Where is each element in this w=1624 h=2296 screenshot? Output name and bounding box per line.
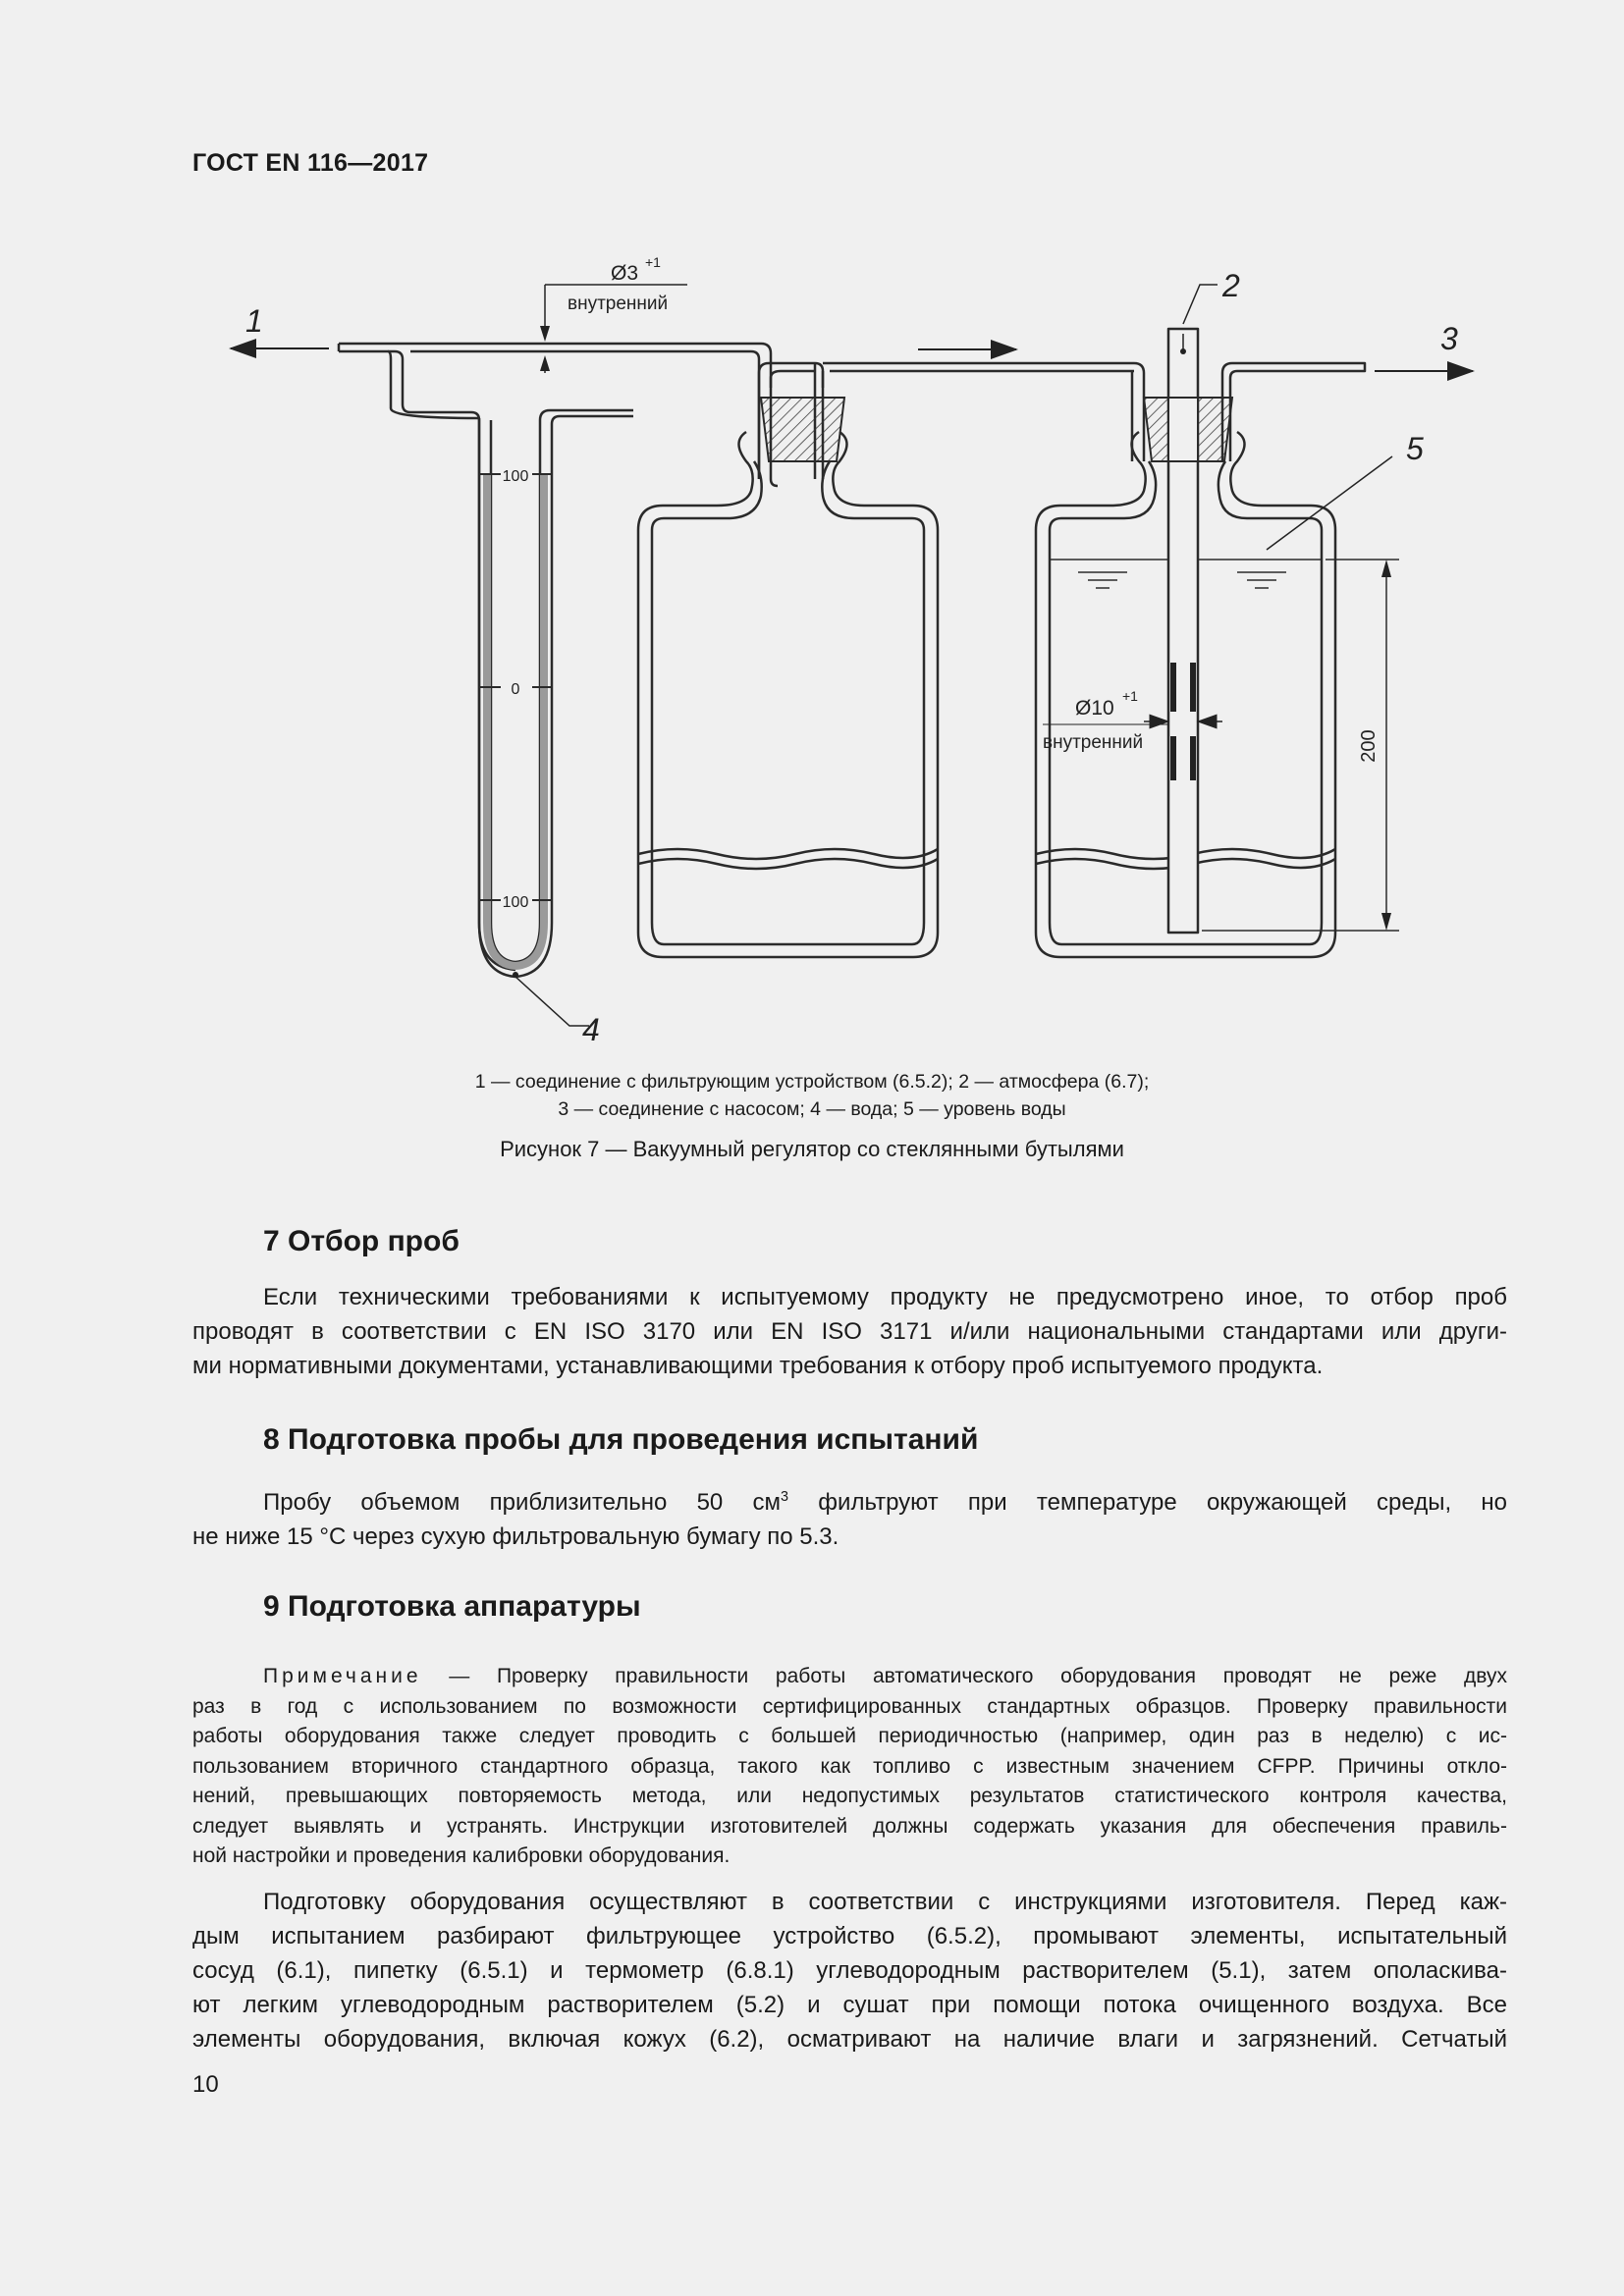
dimension-200: 200 — [1358, 729, 1380, 763]
figure-legend-line-2: 3 — соединение с насосом; 4 — вода; 5 — уровень воды — [558, 1098, 1066, 1120]
dim-top-tolerance: +1 — [645, 254, 661, 270]
text-line: ют легким углеводородным растворителем (5.2) и сушат при помощи потока очищенного воздуха. Все — [192, 1992, 1507, 2018]
callout-5: 5 — [1406, 431, 1424, 466]
note-line: пользованием вторичного стандартного образца, такого как топливо с известным значением CFPP. Причины откло- — [192, 1754, 1507, 1778]
dim-mid-diameter: Ø10 — [1075, 697, 1114, 720]
section-9-text — [192, 1885, 1507, 2056]
text-line: не ниже 15 °С через сухую фильтровальную бумагу по 5.3. — [192, 1523, 839, 1550]
callout-1: 1 — [245, 303, 263, 339]
section-8-text — [192, 1480, 1507, 1554]
note-line: ной настройки и проведения калибровки оборудования. — [192, 1844, 731, 1867]
page-number: 10 — [192, 2071, 219, 2098]
text-fragment: фильтруют при температуре окружающей среды, но — [788, 1489, 1507, 1516]
text-line: проводят в соответствии с EN ISO 3170 или EN ISO 3171 и/или национальными стандартами или други- — [192, 1318, 1507, 1345]
callout-4: 4 — [582, 1012, 600, 1047]
section-9-heading: 9 Подготовка аппаратуры — [263, 1590, 641, 1623]
note-word: Примечание — [263, 1665, 422, 1687]
scale-label-bottom: 100 — [502, 894, 529, 911]
text-line: Если техническими требованиями к испытуемому продукту не предусмотрено иное, то отбор проб — [263, 1284, 1507, 1310]
vacuum-regulator-figure — [0, 0, 1624, 1060]
text-line: Подготовку оборудования осуществляют в соответствии с инструкциями изготовителя. Перед каж- — [263, 1889, 1507, 1915]
section-7-text — [192, 1280, 1507, 1383]
scale-label-top: 100 — [502, 468, 529, 485]
text-line: элементы оборудования, включая кожух (6.2), осматривают на наличие влаги и загрязнений. Сетчатый — [192, 2026, 1507, 2053]
figure-legend-line-1: 1 — соединение с фильтрующим устройством (6.5.2); 2 — атмосфера (6.7); — [474, 1071, 1150, 1093]
section-8-heading: 8 Подготовка пробы для проведения испытаний — [263, 1423, 979, 1456]
superscript: 3 — [781, 1489, 789, 1505]
text-fragment: Пробу объемом приблизительно 50 см — [263, 1489, 782, 1516]
note-line: следует выявлять и устранять. Инструкции изготовителей должны содержать указания для обеспечения правиль- — [192, 1814, 1507, 1838]
text-line: сосуд (6.1), пипетку (6.5.1) и термометр (6.8.1) углеводородным растворителем (5.1), затем ополаскива- — [192, 1957, 1507, 1984]
note-line: работы оборудования также следует проводить с большей периодичностью (например, один раз в неделю) с ис- — [192, 1725, 1507, 1747]
document-header: ГОСТ EN 116—2017 — [192, 149, 429, 177]
text-line — [192, 1480, 1507, 1520]
dim-top-diameter: Ø3 — [611, 262, 639, 285]
text-line: дым испытанием разбирают фильтрующее устройство (6.5.2), промывают элементы, испытательный — [192, 1923, 1507, 1949]
dim-mid-tolerance: +1 — [1122, 688, 1138, 704]
note-text: — Проверку правильности работы автоматического оборудования проводят не реже двух — [421, 1665, 1507, 1687]
figure-caption: Рисунок 7 — Вакуумный регулятор со стеклянными бутылями — [500, 1137, 1124, 1161]
note-line — [192, 1662, 1507, 1692]
dim-mid-label: внутренний — [1043, 732, 1144, 753]
callout-2: 2 — [1222, 268, 1240, 303]
note-line: нений, превышающих повторяемость метода, или недопустимых результатов статистического контроля качества, — [192, 1785, 1507, 1807]
callout-3: 3 — [1440, 321, 1458, 356]
text-line: ми нормативными документами, устанавливающими требования к отбору проб испытуемого продукта. — [192, 1353, 1324, 1379]
section-9-note — [192, 1662, 1507, 1872]
dim-top-label: внутренний — [568, 294, 669, 314]
scale-label-mid: 0 — [511, 681, 520, 698]
note-line: раз в год с использованием по возможности сертифицированных стандартных образцов. Проверку правильности — [192, 1694, 1507, 1718]
section-7-heading: 7 Отбор проб — [263, 1225, 460, 1257]
